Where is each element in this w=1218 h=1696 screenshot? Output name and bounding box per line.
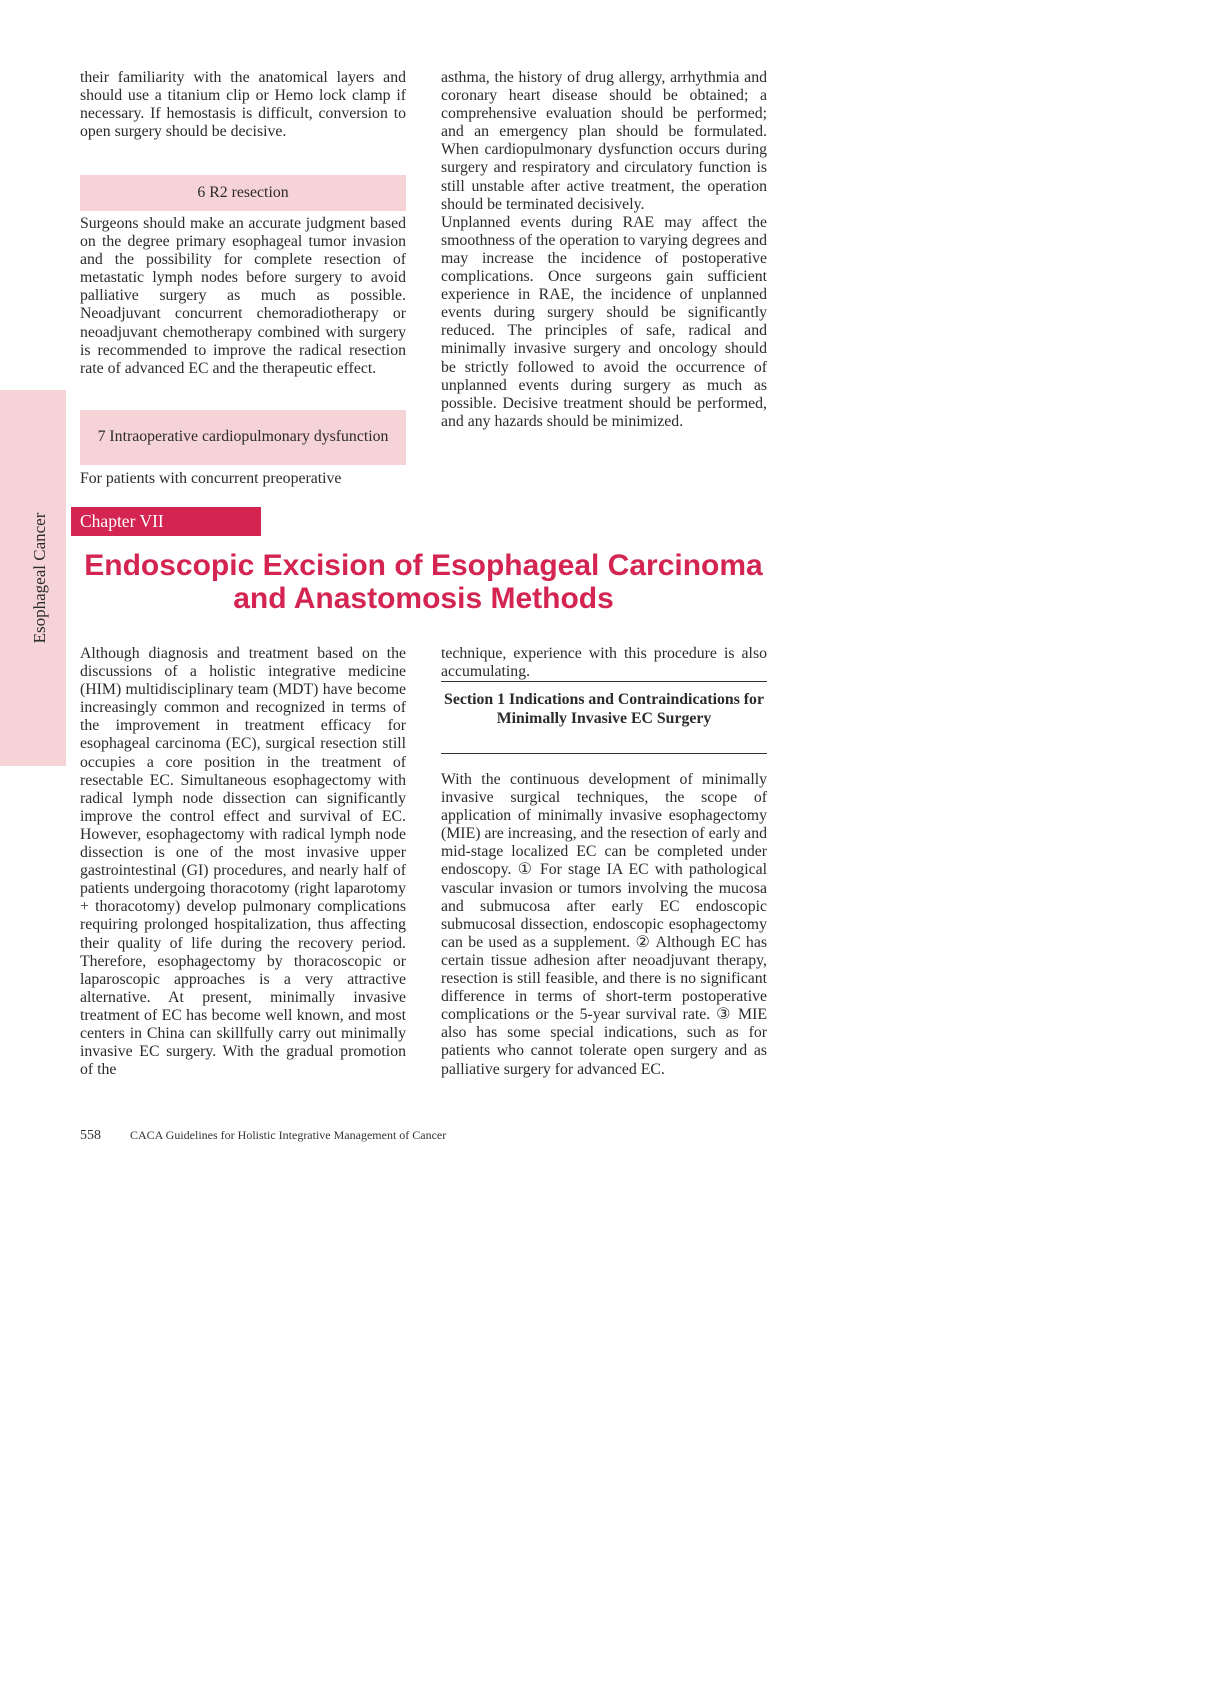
top-right-paragraph-1: asthma, the history of drug allergy, arrhythmia and coronary heart disease should be obtained; a comprehensive evaluation should be performed; and an emergency plan should be formulated. When cardiopulmonary dysfunction occurs during surgery and respiratory and circulatory function is still unstable after active treatment, the operation should be terminated decisively. bbox=[441, 69, 767, 213]
page-footer bbox=[80, 1128, 446, 1144]
chapter-title: Endoscopic Excision of Esophageal Carcinoma and Anastomosis Methods bbox=[84, 549, 763, 615]
top-right-paragraph-2: Unplanned events during RAE may affect the smoothness of the operation to varying degrees and may increase the incidence of postoperative complications. Once surgeons gain sufficient experience in RAE, the incidence of unplanned events during surgery should be significantly reduced. The principles of safe, radical and minimally invasive surgery and oncology should be strictly followed to avoid the occurrence of unplanned events during surgery as much as possible. Decisive treatment should be performed, and any hazards should be minimized. bbox=[441, 213, 767, 430]
section-6-paragraph: Surgeons should make an accurate judgment based on the degree primary esophageal tumor invasion and the possibility for complete resection of metastatic lymph nodes before surgery to avoid palliative surgery as much as possible. Neoadjuvant concurrent chemoradiotherapy or neoadjuvant chemotherapy combined with surgery is recommended to improve the radical resection rate of advanced EC and the therapeutic effect. bbox=[80, 215, 406, 377]
chapter-label: Chapter VII bbox=[71, 507, 261, 536]
section-7-title: 7 Intraoperative cardiopulmonary dysfunction bbox=[97, 428, 389, 446]
side-tab-label: Esophageal Cancer bbox=[30, 512, 49, 644]
section-6-body bbox=[80, 215, 406, 378]
section-1-title: Section 1 Indications and Contraindications for Minimally Invasive EC Surgery bbox=[444, 691, 764, 727]
section-1-body bbox=[441, 771, 767, 1079]
bottom-left-column bbox=[80, 645, 406, 1079]
bottom-right-intro-paragraph: technique, experience with this procedure is also accumulating. bbox=[441, 645, 767, 681]
section-7-paragraph: For patients with concurrent preoperative bbox=[80, 470, 342, 487]
top-left-intro bbox=[80, 69, 406, 141]
intro-paragraph: their familiarity with the anatomical layers and should use a titanium clip or Hemo lock clamp if necessary. If hemostasis is difficult, conversion to open surgery should be decisive. bbox=[80, 69, 406, 141]
section-6-heading bbox=[80, 175, 406, 211]
page-number: 558 bbox=[80, 1128, 101, 1143]
section-1-paragraph: With the continuous development of minimally invasive surgical techniques, the scope of application of minimally invasive esophagectomy (MIE) are increasing, and the resection of early and mid-stage localized EC can be completed under endoscopy. ① For stage IA EC with pathological vascular invasion or tumors involving the mucosa and submucosa after early EC endoscopic submucosal dissection, endoscopic esophagectomy can be used as a supplement. ② Although EC has certain tissue adhesion after neoadjuvant therapy, resection is still feasible, and there is no significant difference in terms of short-term postoperative complications or the 5-year survival rate. ③ MIE also has some special indications, such as for patients who cannot tolerate open surgery and as palliative surgery for advanced EC. bbox=[441, 771, 767, 1078]
section-6-title: 6 R2 resection bbox=[197, 183, 289, 201]
section-1-heading bbox=[441, 681, 767, 754]
section-7-body bbox=[80, 470, 406, 488]
section-7-heading bbox=[80, 410, 406, 465]
bottom-right-intro bbox=[441, 645, 767, 681]
top-right-column bbox=[441, 69, 767, 431]
chapter-intro-paragraph: Although diagnosis and treatment based on the discussions of a holistic integrative medicine (HIM) multidisciplinary team (MDT) have become increasingly common and recognized in terms of the improvement in treatment efficacy for esophageal carcinoma (EC), surgical resection still occupies a core position in the treatment of resectable EC. Simultaneous esophagectomy with radical lymph node dissection can significantly improve the control effect and survival of EC. However, esophagectomy with radical lymph node dissection is one of the most invasive upper gastrointestinal (GI) procedures, and nearly half of patients undergoing thoracotomy (right laparotomy + thoracotomy) develop pulmonary complications requiring prolonged hospitalization, thus affecting their quality of life during the recovery period. Therefore, esophagectomy by thoracoscopic or laparoscopic approaches is a very attractive alternative. At present, minimally invasive treatment of EC has become well known, and most centers in China can skillfully carry out minimally invasive EC surgery. With the gradual promotion of the bbox=[80, 645, 406, 1079]
running-title: CACA Guidelines for Holistic Integrative Management of Cancer bbox=[130, 1128, 447, 1142]
